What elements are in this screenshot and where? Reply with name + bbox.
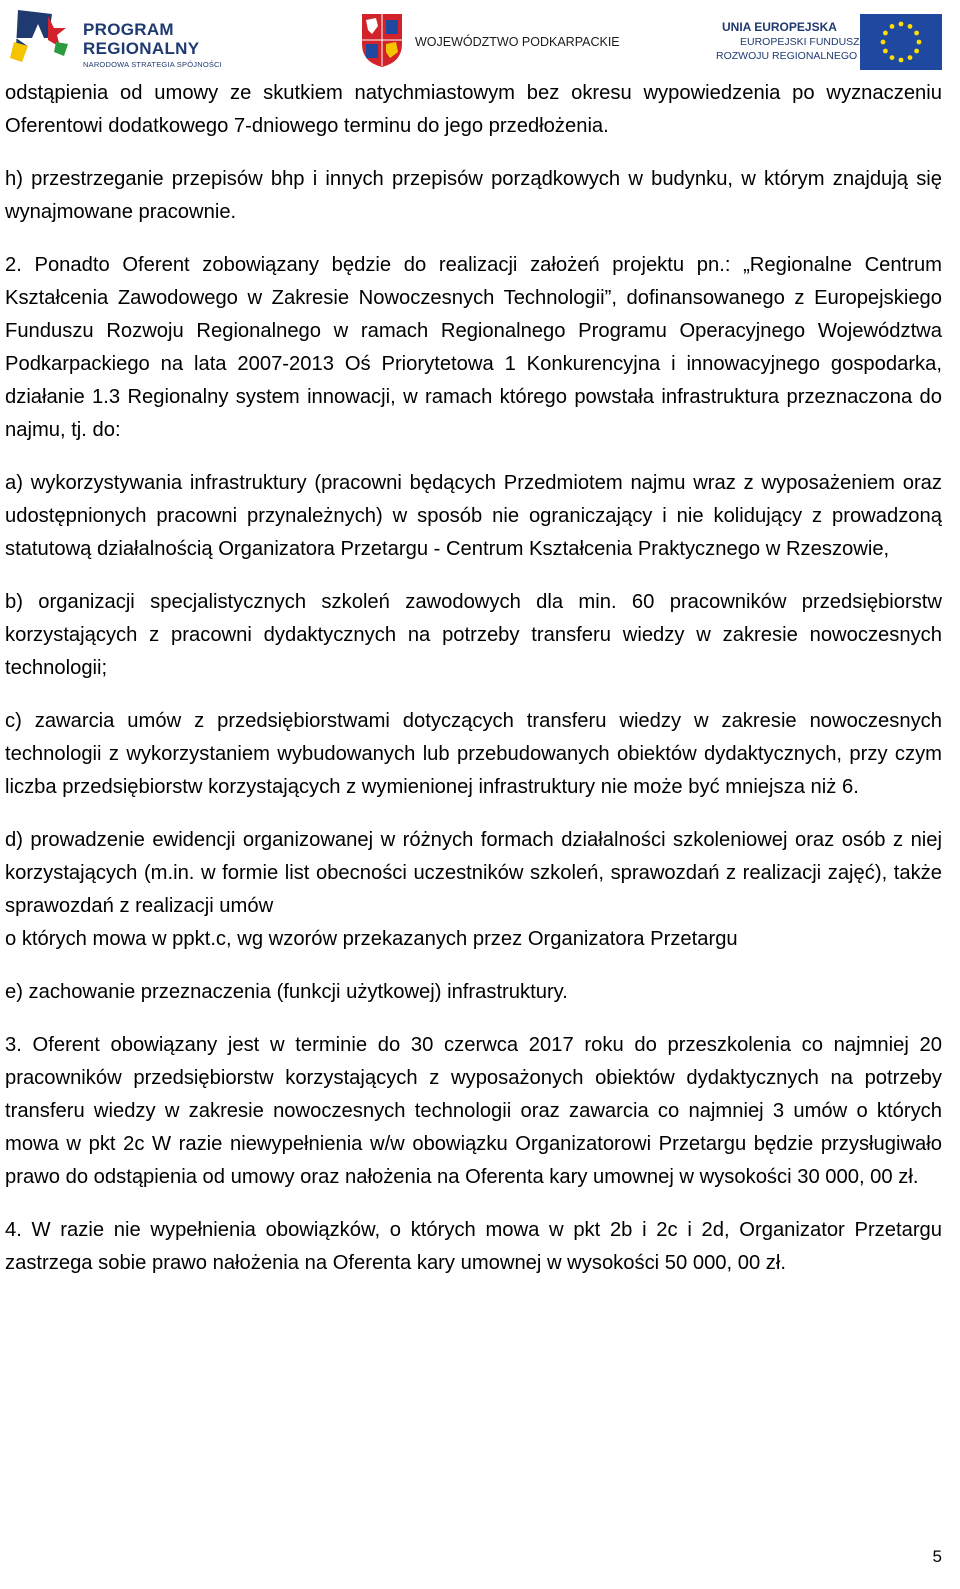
- program-line2: REGIONALNY: [83, 39, 200, 58]
- paragraph-c: c) zawarcia umów z przedsiębiorstwami dotyczących transferu wiedzy w zakresie nowoczesnych technologii z wykorzystaniem wybudowanych lub przebudowanych obiektów dydaktycznych, przy czym liczba przedsiębiorstw korzystających z wymienionej infrastruktury nie może być mniejsza niż 6.: [5, 710, 942, 798]
- paragraph-b: b) organizacji specjalistycznych szkoleń zawodowych dla min. 60 pracowników przedsiębiorstw korzystających z pracowni dydaktycznych na potrzeby transferu wiedzy w zakresie nowoczesnych technologii;: [5, 591, 942, 679]
- eu-flag-icon: [860, 14, 942, 70]
- eu-line3: ROZWOJU REGIONALNEGO: [716, 50, 858, 62]
- document-body: [5, 77, 942, 1300]
- paragraph-3: 3. Oferent obowiązany jest w terminie do 30 czerwca 2017 roku do przeszkolenia co najmniej 20 pracowników przedsiębiorstw korzystających z wyposażonych obiektów dydaktycznych na potrzeby transferu wiedzy w zakresie nowoczesnych technologii oraz zawarcia co najmniej 3 umów o których mowa w pkt 2c W razie niewypełnienia w/w obowiązku Organizatorowi Przetargu będzie przysługiwało prawo do odstąpienia od umowy oraz nałożenia na Oferenta kary umownej w wysokości 30 000, 00 zł.: [5, 1034, 942, 1188]
- paragraph-h: h) przestrzeganie przepisów bhp i innych przepisów porządkowych w budynku, w którym znajdują się wynajmowane pracownie.: [5, 168, 942, 223]
- paragraph-e: e) zachowanie przeznaczenia (funkcji użytkowej) infrastruktury.: [5, 981, 568, 1003]
- program-regionalny-star-icon: [8, 2, 74, 68]
- eu-line2: EUROPEJSKI FUNDUSZ: [740, 36, 860, 48]
- program-line1: PROGRAM: [83, 20, 174, 39]
- paragraph-2: 2. Ponadto Oferent zobowiązany będzie do realizacji założeń projektu pn.: „Regionalne Centrum Kształcenia Zawodowego w Zakresie Nowoczesnych Technologii”, dofinansowanego z Europejskiego Funduszu Rozwoju Regionalnego w ramach Regionalnego Programu Operacyjnego Województwa Podkarpackiego na lata 2007-2013 Oś Priorytetowa 1 Konkurencyjna i innowacyjnego gospodarka, działanie 1.3 Regionalny system innowacji, w ramach którego powstała infrastruktura przeznaczona do najmu, tj. do:: [5, 254, 942, 441]
- wojewodztwo-logo: [360, 12, 640, 72]
- program-regionalny-logo: [8, 2, 238, 72]
- page-number: 5: [932, 1547, 942, 1566]
- paragraph-a: a) wykorzystywania infrastruktury (pracowni będących Przedmiotem najmu wraz z wyposażeniem oraz udostępnionych pracowni przynależnych) w sposób nie ograniczający i nie kolidujący z prowadzoną statutową działalnością Organizatora Przetargu - Centrum Kształcenia Praktycznego w Rzeszowie,: [5, 472, 942, 560]
- paragraph-continuation: odstąpienia od umowy ze skutkiem natychmiastowym bez okresu wypowiedzenia po wyznaczeniu Oferentowi dodatkowego 7-dniowego terminu do jego przedłożenia.: [5, 82, 942, 137]
- coat-of-arms-icon: [360, 12, 404, 68]
- eu-logo: [712, 12, 952, 74]
- page-header: [0, 0, 960, 78]
- eu-line1: UNIA EUROPEJSKA: [722, 20, 837, 34]
- paragraph-d: d) prowadzenie ewidencji organizowanej w różnych formach działalności szkoleniowej oraz osób z niej korzystających (m.in. w formie list obecności uczestników szkoleń, sprawozdań z realizacji zajęć), także sprawozdań z realizacji umów: [5, 829, 942, 917]
- region-name: WOJEWÓDZTWO PODKARPACKIE: [415, 35, 620, 49]
- paragraph-4: 4. W razie nie wypełnienia obowiązków, o których mowa w pkt 2b i 2c i 2d, Organizator Przetargu zastrzega sobie prawo nałożenia na Oferenta kary umownej w wysokości 50 000, 00 zł.: [5, 1219, 942, 1274]
- paragraph-d-continuation: o których mowa w ppkt.c, wg wzorów przekazanych przez Organizatora Przetargu: [5, 928, 738, 950]
- program-line3: NARODOWA STRATEGIA SPÓJNOŚCI: [83, 60, 222, 69]
